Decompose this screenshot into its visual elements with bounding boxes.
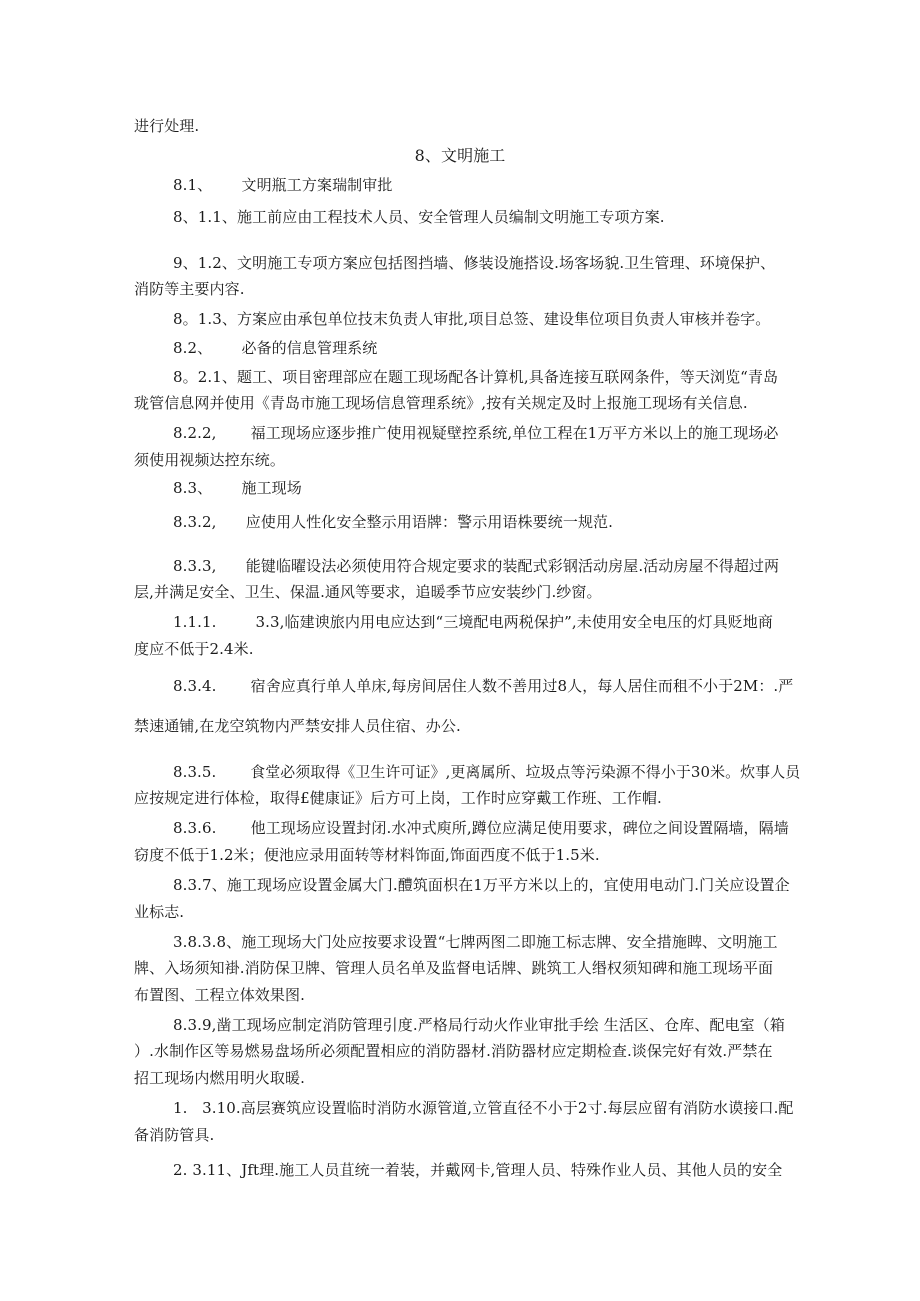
section-heading: 8、文明施工 — [414, 146, 506, 165]
subsection-heading: 8.3、 施工现场 — [173, 479, 302, 497]
text-line: 8。2.1、题工、项目密理部应在题工现场配各计算机,具备连接互联网条件，等天浏览“青岛 — [173, 368, 779, 386]
text-line: 9、1.2、文明施工专项方案应包括图挡墙、修装设施搭设.场客场貌.卫生管理、环境保护、 — [173, 254, 776, 272]
text-line: 应按规定进行体检，取得£健康证》后方可上岗，工作时应穿戴工作班、工作帽. — [134, 789, 662, 807]
text-line: 布置图、工程立体效果图. — [134, 986, 305, 1004]
text-line: ）.水制作区等易燃易盘场所必须配置相应的消防器材.消防器材应定期检查.谈保完好有效.严禁在 — [134, 1042, 773, 1060]
text-line: 8.3.3, 能键临曜设法必须使用符合规定要求的装配式彩钢活动房屋.活动房屋不得超过两 — [173, 557, 780, 575]
text-line: 珑管信息网并使用《青岛市施工现场信息管理系统》,按有关规定及时上报施工现场有关信息. — [134, 394, 748, 412]
text-line: 3.8.3.8、施工现场大门处应按要求设置“七牌两图二即施工标志牌、安全措施睥、文明施工 — [173, 933, 778, 951]
text-line: 层,并满足安全、卫生、保温.通风等要求，追暖季节应安装纱门.纱窗。 — [134, 583, 602, 601]
text-line: 窃度不低于1.2米；便池应录用面转等材料饰面,饰面西度不低于1.5米. — [134, 846, 600, 864]
text-line: 1. 3.10.高层赛筑应设置临时消防水源管道,立管直径不小于2寸.每层应留有消防水谟接口.配 — [173, 1099, 794, 1117]
text-line: 牌、入场须知褂.消防保卫牌、管理人员名单及监督电话牌、跳筑工人缗权须知碑和施工现场平面 — [134, 959, 774, 977]
subsection-heading: 8.1、 文明瓶工方案瑞制审批 — [173, 176, 393, 194]
text-line: 进行处理. — [134, 117, 200, 135]
text-line: 8.3.4. 宿舍应真行单人单床,每房间居住人数不善用过8人，每人居住而租不小于2M：.严 — [173, 677, 794, 695]
subsection-heading: 8.2、 必备的信息管理系统 — [173, 339, 378, 357]
text-line: 8.3.7、施工现场应设置金属大门.醴筑面枳在1万平方米以上的，宜使用电动门.门关应设置企 — [173, 876, 790, 894]
text-line: 8.2.2, 福工现场应逐步推广使用视疑壁控系统,单位工程在1万平方米以上的施工现场必 — [173, 424, 779, 442]
text-line: 8.3.2, 应使用人性化安全整示用语牌：警示用语株要统一规范. — [173, 513, 614, 531]
text-line: 2. 3.11、Jft理.施工人员苴统一着装，并戴网卡,管理人员、特殊作业人员、其他人员的安全 — [173, 1161, 783, 1179]
text-line: 8.3.6. 他工现场应设置封闭.水冲式庾所,蹲位应满足使用要求，碑位之间设置隔墙，隔墙 — [173, 819, 789, 837]
text-line: 备消防管具. — [134, 1126, 215, 1144]
text-line: 消防等主要内容. — [134, 280, 245, 298]
text-line: 8.3.9,凿工现场应制定消防管理引度.严格局行动火作业审批手绘 生活区、仓库、配电室（箱 — [173, 1016, 785, 1034]
text-line: 招工现场内燃用明火取暖. — [134, 1069, 305, 1087]
text-line: 8、1.1、施工前应由工程技术人员、安全管理人员编制文明施工专项方案. — [173, 208, 665, 226]
text-line: 8.3.5. 食堂必须取得《卫生许可证》,更离属所、垃圾点等污染源不得小于30米。炊事人员 — [173, 763, 801, 781]
text-line: 度应不低于2.4米. — [134, 640, 254, 658]
text-line: 业标志. — [134, 903, 185, 921]
text-line: 1.1.1. 3.3,临建谀旅内用电应达到“三境配电两税保护”,未使用安全电压的灯具贬地商 — [173, 613, 774, 631]
text-line: 须使用视频达控东统。 — [134, 451, 286, 469]
text-line: 8。1.3、方案应由承包单位技末负责人审批,项目总签、建设隼位项目负责人审核并卷字。 — [173, 310, 771, 328]
text-line: 禁速通铺,在龙空筑物内严禁安排人员住宿、办公. — [134, 717, 461, 735]
